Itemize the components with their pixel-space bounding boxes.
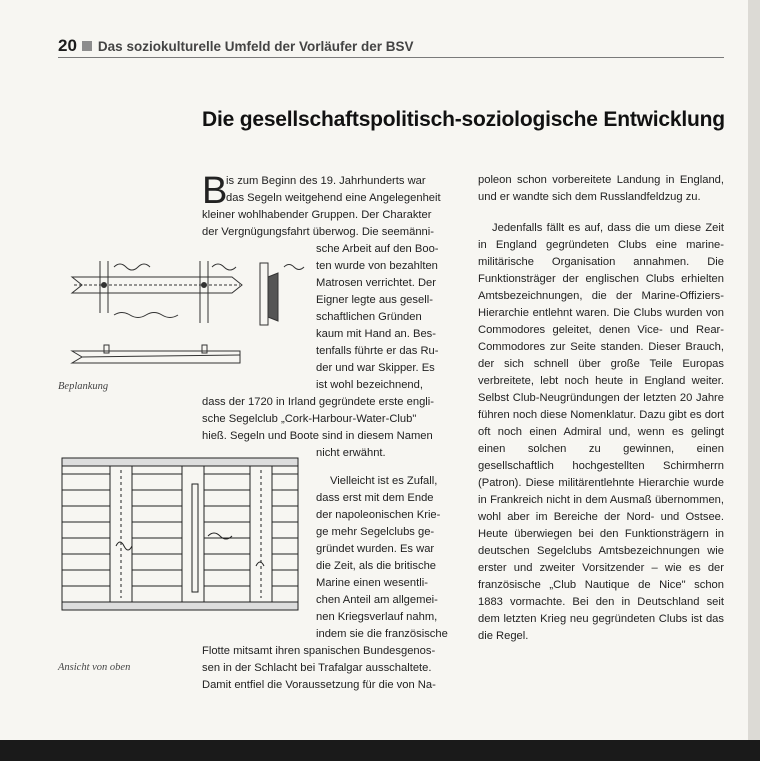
paragraph: poleon schon vorbereitete Landung in England, und er wandte sich dem Russlandfeldzug zu. [478,174,724,203]
paragraph: Jedenfalls fällt es auf, dass die um diese Zeit in England gegründeten Clubs eine marine-militärische Organisation annahmen. Die Funktionsträger der englischen Clubs erhielten Amtsbezeichnungen, die der Marine-Offiziers-Hierarchie entlehnt waren. Die Clubs wurden von Commodores geleitet, denen Vice- und Rear-Commodores zur Seite standen. Dieser Brauch, der sich schnell über große Teile Europas verbreitete, lebt noch heute in England weiter. Selbst Club-Neugründungen der letzten 20 Jahre führen noch diese Nomenklatur. Dazu gibt es dort oft noch einen Admiral und, wenn es gelingt einen solchen zu gewinnen, einen gesellschaftlich hochgestellten Schirmherrn (Patron). Diese militärentlehnte Hierarchie wurde in Frankreich nicht in dem Ausmaß übernommen, wohl aber im Bereiche der Nord- und Ostsee. Heute überwiegen bei den Funktionsträgern in deutschen Segelclubs Amtsbezeichnungen wie erster und zweiter Vorsitzender – wie es der französische „Club Nautique de Nice" schon 1883 vormachte. Bei den in Deutschland seit dem letzten Krieg neu gegründeten Clubs ist das die Regel. [478,222,724,642]
page-number: 20 [58,36,77,55]
planking-caption: Beplankung [58,381,109,392]
text-line: Eigner legte aus gesell- [316,294,433,306]
text-line: sche Segelclub „Cork-Harbour-Water-Club" [202,413,417,425]
running-header [58,36,724,56]
text-line: Matrosen verrichtet. Der [316,277,436,289]
text-line: nicht erwähnt. [316,447,386,459]
text-line: sen in der Schlacht bei Trafalgar ausschaltete. [202,662,432,674]
text-line: dass der 1720 in Irland gegründete erste engli- [202,396,434,408]
text-line: der und war Skipper. Es [316,362,435,374]
header-rule [58,57,724,58]
text-line: Marine einen wesentli- [316,577,428,589]
text-line: schaftlichen Gründen [316,311,422,323]
chapter-title: Die gesellschaftspolitisch-soziologische Entwicklung [202,108,725,131]
text-line: das Segeln weitgehend eine Angelegenheit [226,192,441,204]
text-line: kleiner wohlhabender Gruppen. Der Charakter [202,209,432,221]
planking-illustration [62,255,312,375]
topview-illustration [60,456,300,616]
text-line: gründet wurden. Es war [316,543,435,555]
header-square-icon [82,41,92,51]
text-line: dass erst mit dem Ende [316,492,434,504]
text-line: der Vergnügungsfahrt überwog. Die seemänni- [202,226,434,238]
text-line: ge mehr Segelclubs ge- [316,526,435,538]
text-line: is zum Beginn des 19. Jahrhunderts war [226,175,426,187]
column-2 [478,172,724,645]
text-line: die Zeit, als die britische [316,560,437,572]
text-line: ist wohl bezeichnend, [316,379,423,391]
text-line: sche Arbeit auf den Boo- [316,243,439,255]
text-line: indem sie die französische [316,628,448,640]
text-line: nen Kriegsverlauf nahm, [316,611,438,623]
text-line: Damit entfiel die Voraussetzung für die von Na- [202,679,436,691]
scan-border [0,740,760,761]
running-header-title: Das soziokulturelle Umfeld der Vorläufer der BSV [97,38,414,54]
page-edge [748,0,760,740]
drop-cap: B [202,170,228,212]
text-line: der napoleonischen Krie- [316,509,441,521]
text-line: kaum mit Hand an. Bes- [316,328,437,340]
text-line: ten wurde von bezahlten [316,260,438,272]
text-line: hieß. Segeln und Boote sind in diesem Namen [202,430,433,442]
topview-caption: Ansicht von oben [58,662,131,673]
text-line: tenfalls führte er das Ru- [316,345,439,357]
text-line: Flotte mitsamt ihren spanischen Bundesgenos- [202,645,436,657]
text-line: Vielleicht ist es Zufall, [330,475,438,487]
text-line: chen Anteil am allgemei- [316,594,438,606]
